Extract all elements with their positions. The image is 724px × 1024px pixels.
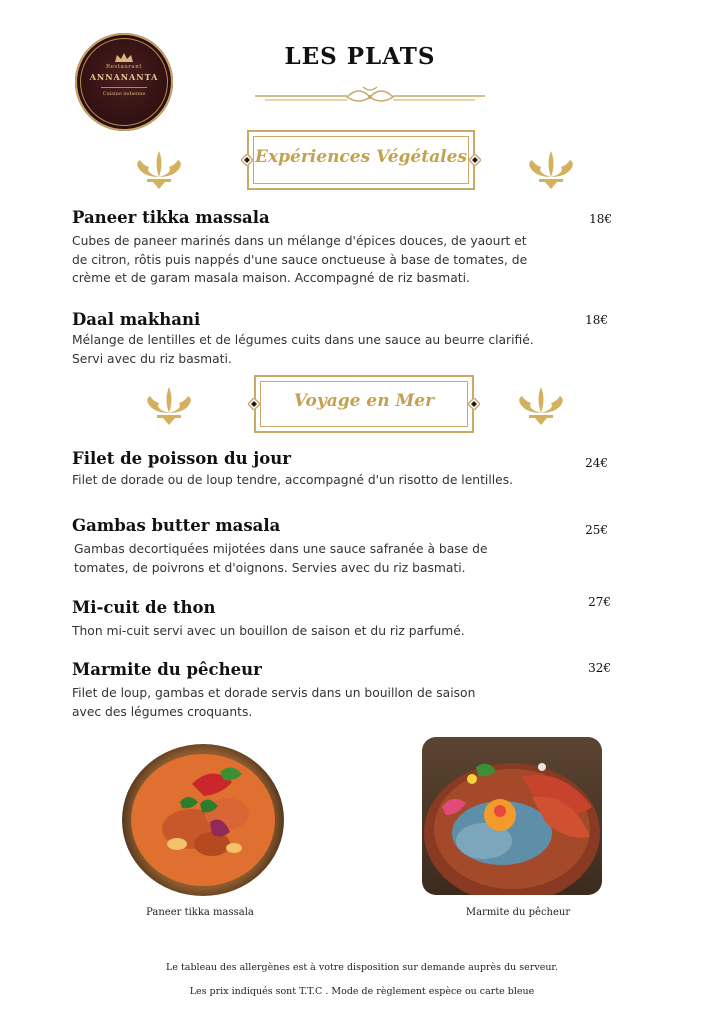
title-ornament-icon: [255, 83, 485, 107]
dish-description: Mélange de lentilles et de légumes cuits dans une sauce au beurre clarifié. Servi avec du riz basmati.: [72, 333, 534, 366]
dish-name: Marmite du pêcheur: [72, 660, 262, 679]
dish-price: 25€: [585, 523, 608, 537]
restaurant-logo: [75, 33, 173, 131]
dish-description: Gambas decortiquées mijotées dans une sauce safranée à base de tomates, de poivrons et d'oignons. Servies avec du riz basmati.: [74, 542, 488, 575]
section-label: Expériences Végétales: [255, 147, 467, 167]
dish-description: Filet de loup, gambas et dorade servis dans un bouillon de saison avec des légumes croquants.: [72, 686, 476, 719]
payment-note: Les prix indiqués sont T.T.C . Mode de règlement espèce ou carte bleue: [189, 986, 535, 997]
dish-name: Filet de poisson du jour: [72, 449, 291, 468]
section-label: Voyage en Mer: [293, 391, 435, 411]
crown-icon: [114, 53, 134, 63]
dish-name: Mi-cuit de thon: [72, 598, 216, 617]
photo-caption: Marmite du pêcheur: [465, 907, 571, 918]
section-banner-vegetales: [247, 130, 475, 190]
allergen-note: Le tableau des allergènes est à votre disposition sur demande auprès du serveur.: [166, 962, 558, 973]
dish-price: 32€: [588, 661, 611, 675]
logo-line-3: Cuisine indienne: [102, 91, 146, 97]
dish-price: 27€: [588, 595, 611, 609]
dish-price: 18€: [589, 212, 612, 226]
dish-description: Cubes de paneer marinés dans un mélange d'épices douces, de yaourt et de citron, rôtis puis nappés d'une sauce onctueuse à base de tomates, de crème et de garam masala maison. Accompagné de riz basmati.: [72, 234, 528, 285]
fleur-ornament-icon: [131, 147, 187, 191]
dish-description: Thon mi-cuit servi avec un bouillon de saison et du riz parfumé.: [72, 624, 465, 638]
fleur-ornament-icon: [141, 383, 197, 427]
dish-price: 24€: [585, 456, 608, 470]
dish-name: Paneer tikka massala: [72, 208, 270, 227]
dish-name: Daal makhani: [72, 310, 201, 329]
page-title: LES PLATS: [284, 43, 436, 70]
logo-line-1: Restaurant: [106, 64, 142, 70]
seafood-pot-photo: [422, 737, 602, 895]
logo-name: ANNANANTA: [89, 72, 159, 82]
dish-description: Filet de dorade ou de loup tendre, accompagné d'un risotto de lentilles.: [72, 473, 514, 487]
dish-name: Gambas butter masala: [72, 516, 281, 535]
dish-price: 18€: [585, 313, 608, 327]
photo-caption: Paneer tikka massala: [146, 907, 254, 918]
fleur-ornament-icon: [523, 147, 579, 191]
fleur-ornament-icon: [513, 383, 569, 427]
curry-bowl-photo: [122, 744, 284, 896]
section-banner-mer: [254, 375, 474, 433]
